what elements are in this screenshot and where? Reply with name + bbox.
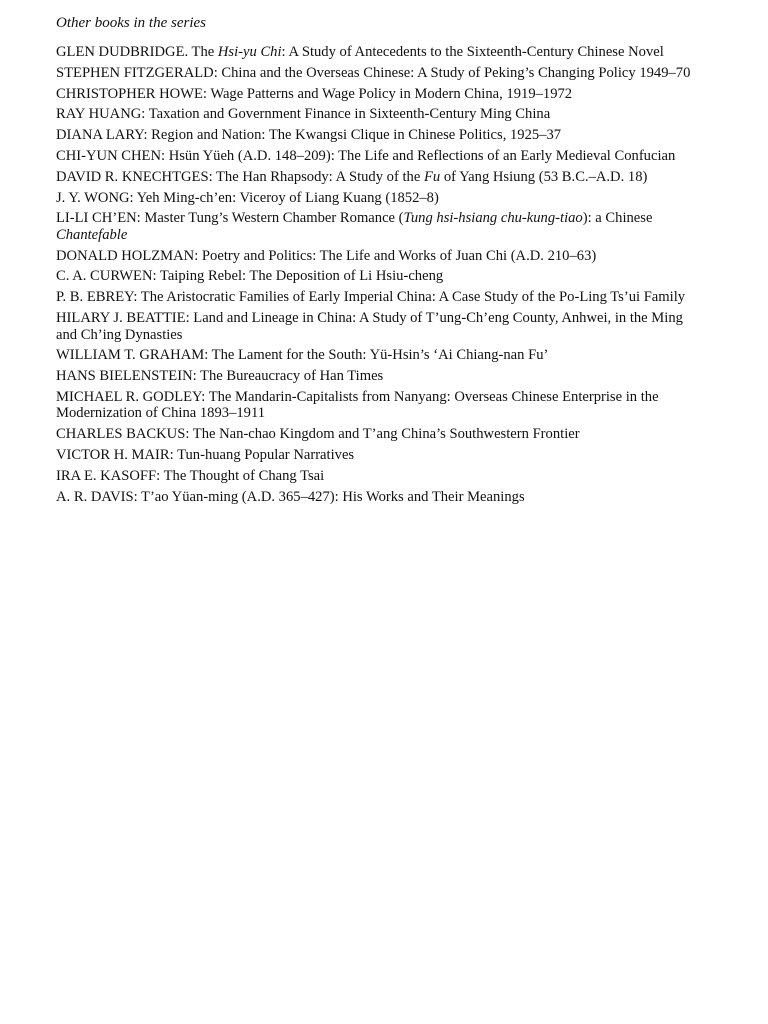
book-title-text: Taiping Rebel: The Deposition of Li Hsiu-cheng (156, 268, 444, 285)
book-title-text: Hsün Yüeh (A.D. 148–209): The Life and Reflections of an Early Medieval Confucian (165, 147, 676, 164)
book-author: CHRISTOPHER HOWE: (56, 85, 207, 102)
book-entry (56, 86, 701, 103)
book-author: RAY HUANG: (56, 106, 146, 123)
book-entry (56, 190, 701, 207)
book-author: STEPHEN FITZGERALD: (56, 64, 218, 81)
series-heading: Other books in the series (56, 15, 206, 31)
book-author: HILARY J. BEATTIE: (56, 310, 190, 327)
book-title-text: T’ao Yüan-ming (A.D. 365–427): His Works and Their Meanings (137, 488, 525, 505)
book-entry (56, 289, 701, 306)
book-title-text: Wage Patterns and Wage Policy in Modern China, 1919–1972 (206, 85, 573, 102)
book-title-text: Land and Lineage in China: A Study of T’ung-Ch’eng County, Anhwei, in the Ming and Ch’ing Dynasties (56, 310, 683, 343)
book-title-text: Master Tung’s Western Chamber Romance ( (140, 210, 404, 227)
book-entry (56, 368, 701, 385)
book-title-text: ): a Chinese (582, 210, 653, 227)
book-title-italic: Hsi-yu Chi (217, 44, 282, 60)
book-title-italic: Tung hsi-hsiang chu-kung-tiao (403, 210, 583, 227)
book-title-text: The Bureaucracy of Han Times (196, 368, 384, 385)
book-author: WILLIAM T. GRAHAM: (56, 347, 209, 364)
book-author: A. R. DAVIS: (56, 488, 138, 505)
book-entry (56, 169, 701, 186)
book-entry (56, 347, 701, 364)
book-author: CHI-YUN CHEN: (56, 147, 166, 164)
book-title-text: China and the Overseas Chinese: A Study of Peking’s Changing Policy 1949–70 (217, 64, 691, 81)
book-author: MICHAEL R. GODLEY: (56, 388, 206, 405)
book-list (56, 44, 701, 505)
book-page (56, 14, 701, 509)
book-title-text: of Yang Hsiung (53 B.C.–A.D. 18) (440, 168, 648, 185)
book-title-text: The (188, 44, 218, 60)
book-entry (56, 106, 701, 123)
book-title-text: Taxation and Government Finance in Sixteenth-Century Ming China (145, 106, 551, 123)
book-entry (56, 468, 701, 485)
book-entry (56, 127, 701, 144)
book-title-text: The Lament for the South: Yü-Hsin’s ‘Ai Chiang-nan Fu’ (208, 347, 549, 364)
book-entry (56, 310, 701, 343)
book-author: IRA E. KASOFF: (56, 467, 161, 484)
book-author: DONALD HOLZMAN: (56, 247, 199, 264)
book-author: HANS BIELENSTEIN: (56, 368, 197, 385)
book-title-text: The Nan-chao Kingdom and T’ang China’s Southwestern Frontier (189, 426, 580, 443)
book-entry (56, 447, 701, 464)
book-author: P. B. EBREY: (56, 289, 138, 306)
book-author: DAVID R. KNECHTGES: (56, 168, 213, 185)
book-title-text: The Han Rhapsody: A Study of the (212, 168, 424, 185)
book-author: VICTOR H. MAIR: (56, 447, 174, 464)
book-entry (56, 148, 701, 165)
book-title-italic: Fu (423, 168, 441, 185)
book-title-text: Yeh Ming-ch’en: Viceroy of Liang Kuang (1852–8) (133, 189, 439, 206)
book-author: J. Y. WONG: (56, 189, 134, 206)
book-author: CHARLES BACKUS: (56, 426, 190, 443)
book-author: DIANA LARY: (56, 127, 148, 144)
book-title-italic: Chantefable (56, 226, 128, 243)
book-title-text: Region and Nation: The Kwangsi Clique in Chinese Politics, 1925–37 (147, 127, 562, 144)
book-title-text: : A Study of Antecedents to the Sixteenth-Century Chinese Novel (281, 44, 664, 60)
book-entry (56, 210, 701, 243)
book-title-text: Tun-huang Popular Narratives (173, 447, 355, 464)
book-author: LI-LI CH’EN: (56, 210, 141, 227)
book-entry (56, 389, 701, 422)
book-entry (56, 268, 701, 285)
book-title-text: The Mandarin-Capitalists from Nanyang: Overseas Chinese Enterprise in the Modernization of China 1893–1911 (56, 388, 659, 422)
book-title-text: The Aristocratic Families of Early Imperial China: A Case Study of the Po-Ling Ts’ui Family (137, 289, 686, 306)
book-entry (56, 489, 701, 506)
book-entry (56, 426, 701, 443)
book-entry (56, 65, 701, 82)
book-title-text: Poetry and Politics: The Life and Works of Juan Chi (A.D. 210–63) (198, 247, 597, 264)
book-entry (56, 248, 701, 265)
book-author: C. A. CURWEN: (56, 268, 157, 285)
book-author: GLEN DUDBRIDGE. (56, 44, 189, 60)
book-title-text: The Thought of Chang Tsai (160, 467, 325, 484)
book-entry (56, 44, 701, 61)
